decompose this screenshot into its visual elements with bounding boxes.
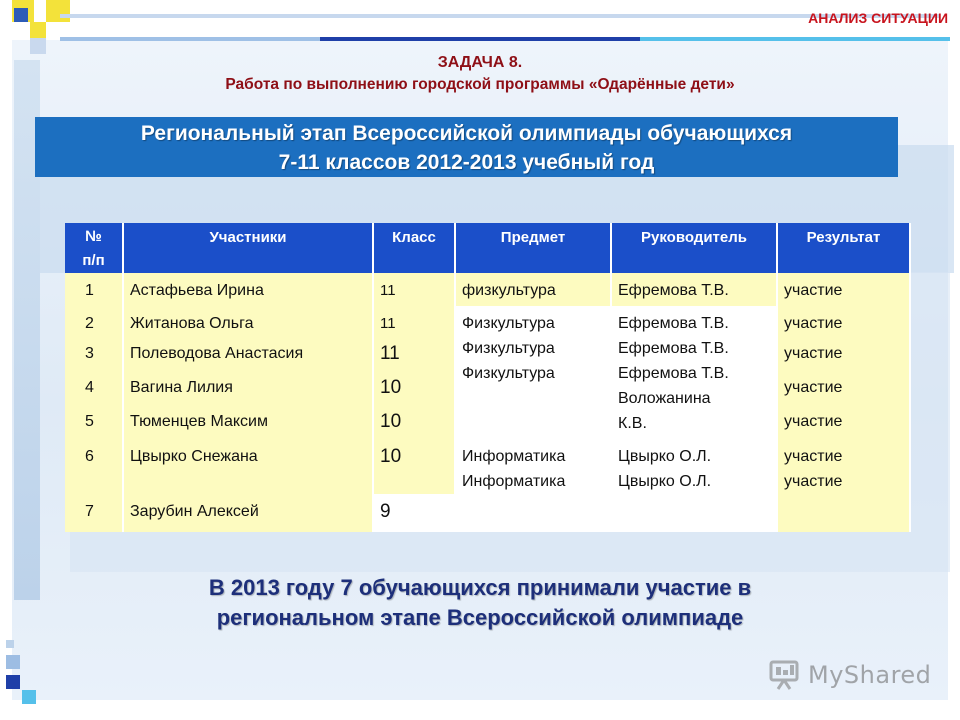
cell-participant: Цвырко Снежана xyxy=(124,439,374,494)
corner-square-lightblue xyxy=(30,38,46,54)
leader-list: Ефремова Т.В. Ефремова Т.В. Ефремова Т.В. Воложанина К.В. xyxy=(618,315,729,432)
cell-grade: 11 xyxy=(374,336,456,370)
cell-number: 3 xyxy=(65,336,124,370)
corner-square xyxy=(6,675,20,689)
conclusion-text xyxy=(0,573,960,633)
cell-grade: 10 xyxy=(374,370,456,404)
corner-square xyxy=(22,690,36,704)
banner-line: 7-11 классов 2012-2013 учебный год xyxy=(278,151,655,174)
cell-participant: Зарубин Алексей xyxy=(124,494,374,532)
cell-participant: Полеводова Анастасия xyxy=(124,336,374,370)
top-rule xyxy=(60,37,320,41)
cell-number: 5 xyxy=(65,404,124,439)
cell-grade: 11 xyxy=(374,273,456,306)
cell-grade: 11 xyxy=(374,306,456,336)
task-title: ЗАДАЧА 8. xyxy=(437,54,523,71)
cell-number: 4 xyxy=(65,370,124,404)
table-row xyxy=(65,306,911,336)
cell-subject-group xyxy=(456,439,612,532)
top-rule-cyan xyxy=(640,37,950,41)
cell-grade: 9 xyxy=(374,494,456,532)
watermark-logo xyxy=(768,658,931,692)
cell-result: участие xyxy=(778,273,911,306)
cell-subject-group xyxy=(456,306,612,439)
cell-result xyxy=(778,439,911,494)
cell-number: 2 xyxy=(65,306,124,336)
result-list: участие участие xyxy=(784,448,843,490)
table-row xyxy=(65,439,911,494)
banner-line: Региональный этап Всероссийской олимпиады обучающихся xyxy=(140,122,793,145)
corner-square xyxy=(6,655,20,669)
subject-list: Информатика Информатика xyxy=(462,448,566,490)
cell-grade: 10 xyxy=(374,404,456,439)
cell-participant: Тюменцев Максим xyxy=(124,404,374,439)
corner-square-blue xyxy=(14,8,28,22)
conclusion-line: В 2013 году 7 обучающихся принимали участие в xyxy=(208,575,752,600)
corner-square-yellow xyxy=(46,0,70,22)
cell-leader-group xyxy=(612,439,778,532)
cell-participant: Вагина Лилия xyxy=(124,370,374,404)
cell-result: участие xyxy=(778,306,911,336)
column-header-grade: Класс xyxy=(374,223,456,273)
column-header-number: № п/п xyxy=(65,223,124,273)
column-header-result: Результат xyxy=(778,223,911,273)
watermark-text: MyShared xyxy=(808,661,932,689)
section-tag: АНАЛИЗ СИТУАЦИИ xyxy=(808,10,948,26)
cell-leader: Ефремова Т.В. xyxy=(612,273,778,306)
cell-result: участие xyxy=(778,370,911,404)
conclusion-line: региональном этапе Всероссийской олимпиаде xyxy=(216,605,744,630)
cell-number: 6 xyxy=(65,439,124,494)
column-header-participants: Участники xyxy=(124,223,374,273)
table-header-row xyxy=(65,223,911,273)
cell-result: участие xyxy=(778,404,911,439)
subject-list: Физкультура Физкультура Физкультура xyxy=(462,315,555,382)
cell-participant: Житанова Ольга xyxy=(124,306,374,336)
column-header-leader: Руководитель xyxy=(612,223,778,273)
cell-number: 7 xyxy=(65,494,124,532)
cell-participant: Астафьева Ирина xyxy=(124,273,374,306)
cell-result-empty xyxy=(778,494,911,532)
cell-subject: физкультура xyxy=(456,273,612,306)
task-subtitle: Работа по выполнению городской программы «Одарённые дети» xyxy=(225,76,735,93)
cell-result: участие xyxy=(778,336,911,370)
results-table xyxy=(65,223,911,532)
corner-square xyxy=(6,640,14,648)
presentation-icon xyxy=(768,660,802,690)
leader-list: Цвырко О.Л. Цвырко О.Л. xyxy=(618,448,712,490)
column-header-subject: Предмет xyxy=(456,223,612,273)
title-banner xyxy=(35,117,898,177)
corner-square-yellow xyxy=(30,22,46,38)
table-row xyxy=(65,273,911,306)
top-rule-dark xyxy=(320,37,640,41)
cell-leader-group xyxy=(612,306,778,439)
cell-grade: 10 xyxy=(374,439,456,494)
cell-number: 1 xyxy=(65,273,124,306)
